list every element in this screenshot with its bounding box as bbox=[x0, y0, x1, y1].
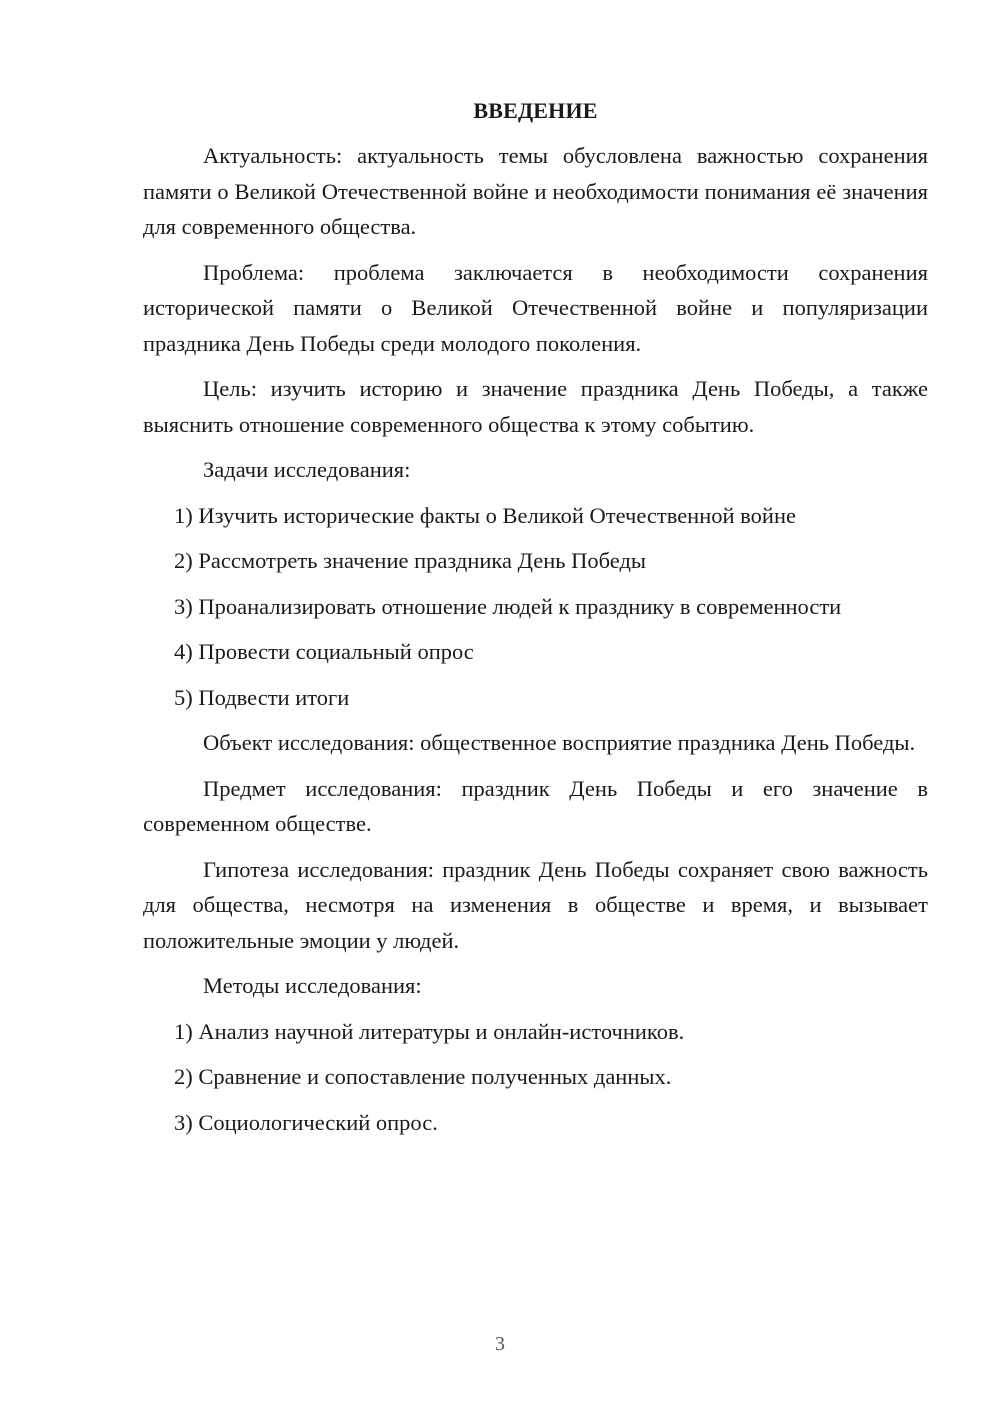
method-item-1: 1) Анализ научной литературы и онлайн-источников. bbox=[174, 1018, 685, 1044]
task-item-1: 1) Изучить исторические факты о Великой Отечественной войне bbox=[174, 502, 796, 528]
section-heading: ВВЕДЕНИЕ bbox=[473, 98, 598, 123]
problem-paragraph: Проблема: проблема заключается в необходимости сохранения исторической памяти о Великой Отечественной войне и популяризации праздника День Победы среди молодого поколения. bbox=[143, 259, 928, 356]
task-item-4: 4) Провести социальный опрос bbox=[174, 639, 474, 664]
page-number: 3 bbox=[495, 1333, 505, 1355]
task-item-2: 2) Рассмотреть значение праздника День Победы bbox=[174, 548, 647, 573]
relevance-paragraph: Актуальность: актуальность темы обусловлена важностью сохранения памяти о Великой Отечественной войне и необходимости понимания её значения для современного общества. bbox=[143, 143, 928, 239]
task-item-3: 3) Проанализировать отношение людей к празднику в современности bbox=[174, 593, 842, 619]
tasks-list bbox=[143, 498, 928, 716]
goal-paragraph: Цель: изучить историю и значение праздника День Победы, а также выяснить отношение современного общества к этому событию. bbox=[143, 376, 928, 437]
task-item-5: 5) Подвести итоги bbox=[174, 684, 350, 710]
subject-paragraph: Предмет исследования: праздник День Победы и его значение в современном обществе. bbox=[143, 775, 928, 836]
hypothesis-paragraph: Гипотеза исследования: праздник День Победы сохраняет свою важность для общества, несмотря на изменения в обществе и время, и вызывает положительные эмоции у людей. bbox=[143, 856, 928, 953]
methods-list bbox=[143, 1014, 928, 1141]
document-page bbox=[143, 96, 928, 1140]
method-item-2: 2) Сравнение и сопоставление полученных данных. bbox=[174, 1064, 672, 1089]
tasks-title: Задачи исследования: bbox=[203, 457, 411, 482]
method-item-3: 3) Социологический опрос. bbox=[174, 1109, 438, 1135]
object-paragraph: Объект исследования: общественное восприятие праздника День Победы. bbox=[203, 730, 916, 755]
methods-title: Методы исследования: bbox=[203, 973, 422, 998]
